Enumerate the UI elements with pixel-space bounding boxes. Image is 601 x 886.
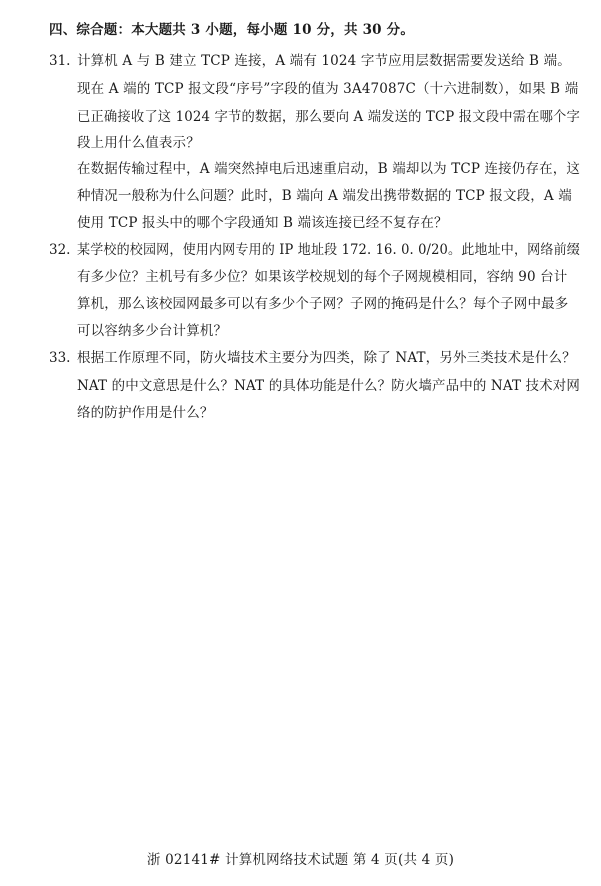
question-32-line-2: 有多少位？主机号有多少位？如果该学校规划的每个子网规模相同，容纳 90 台计 <box>77 269 568 285</box>
question-33-line-1: 根据工作原理不同，防火墙技术主要分为四类，除了 NAT，另外三类技术是什么？ <box>77 350 576 366</box>
question-32-line-4: 可以容纳多少台计算机？ <box>77 323 228 339</box>
question-33-line-3: 络的防护作用是什么？ <box>77 405 214 421</box>
question-32-number: 32. <box>49 242 71 258</box>
page-footer: 浙 02141# 计算机网络技术试题 第 4 页(共 4 页) <box>146 852 455 868</box>
question-31-line-1: 计算机 A 与 B 建立 TCP 连接，A 端有 1024 字节应用层数据需要发送给 B 端。 <box>77 53 571 69</box>
question-31-line-4: 段上用什么值表示？ <box>77 135 200 151</box>
question-31-line-5: 在数据传输过程中，A 端突然掉电后迅速重启动，B 端却以为 TCP 连接仍存在，这 <box>77 161 581 177</box>
question-33-line-2: NAT 的中文意思是什么？NAT 的具体功能是什么？防火墙产品中的 NAT 技术对网 <box>77 378 580 394</box>
section-heading: 四、综合题：本大题共 3 小题，每小题 10 分，共 30 分。 <box>49 22 415 38</box>
question-32-line-3: 算机，那么该校园网最多可以有多少个子网？子网的掩码是什么？每个子网中最多 <box>77 296 569 312</box>
question-31-line-6: 种情况一般称为什么问题？此时，B 端向 A 端发出携带数据的 TCP 报文段，A 端 <box>77 188 572 204</box>
question-31-line-3: 已正确接收了这 1024 字节的数据，那么要向 A 端发送的 TCP 报文段中需在哪个字 <box>77 109 580 125</box>
question-33-number: 33. <box>49 350 71 366</box>
question-31-line-7: 使用 TCP 报头中的哪个字段通知 B 端该连接已经不复存在？ <box>77 215 448 231</box>
question-32-line-1: 某学校的校园网，使用内网专用的 IP 地址段 172. 16. 0. 0/20。此地址中，网络前缀 <box>77 242 580 258</box>
question-31-number: 31. <box>49 53 71 69</box>
question-31-line-2: 现在 A 端的 TCP 报文段“序号”字段的值为 3A47087C（十六进制数），如果 B 端 <box>77 81 579 97</box>
